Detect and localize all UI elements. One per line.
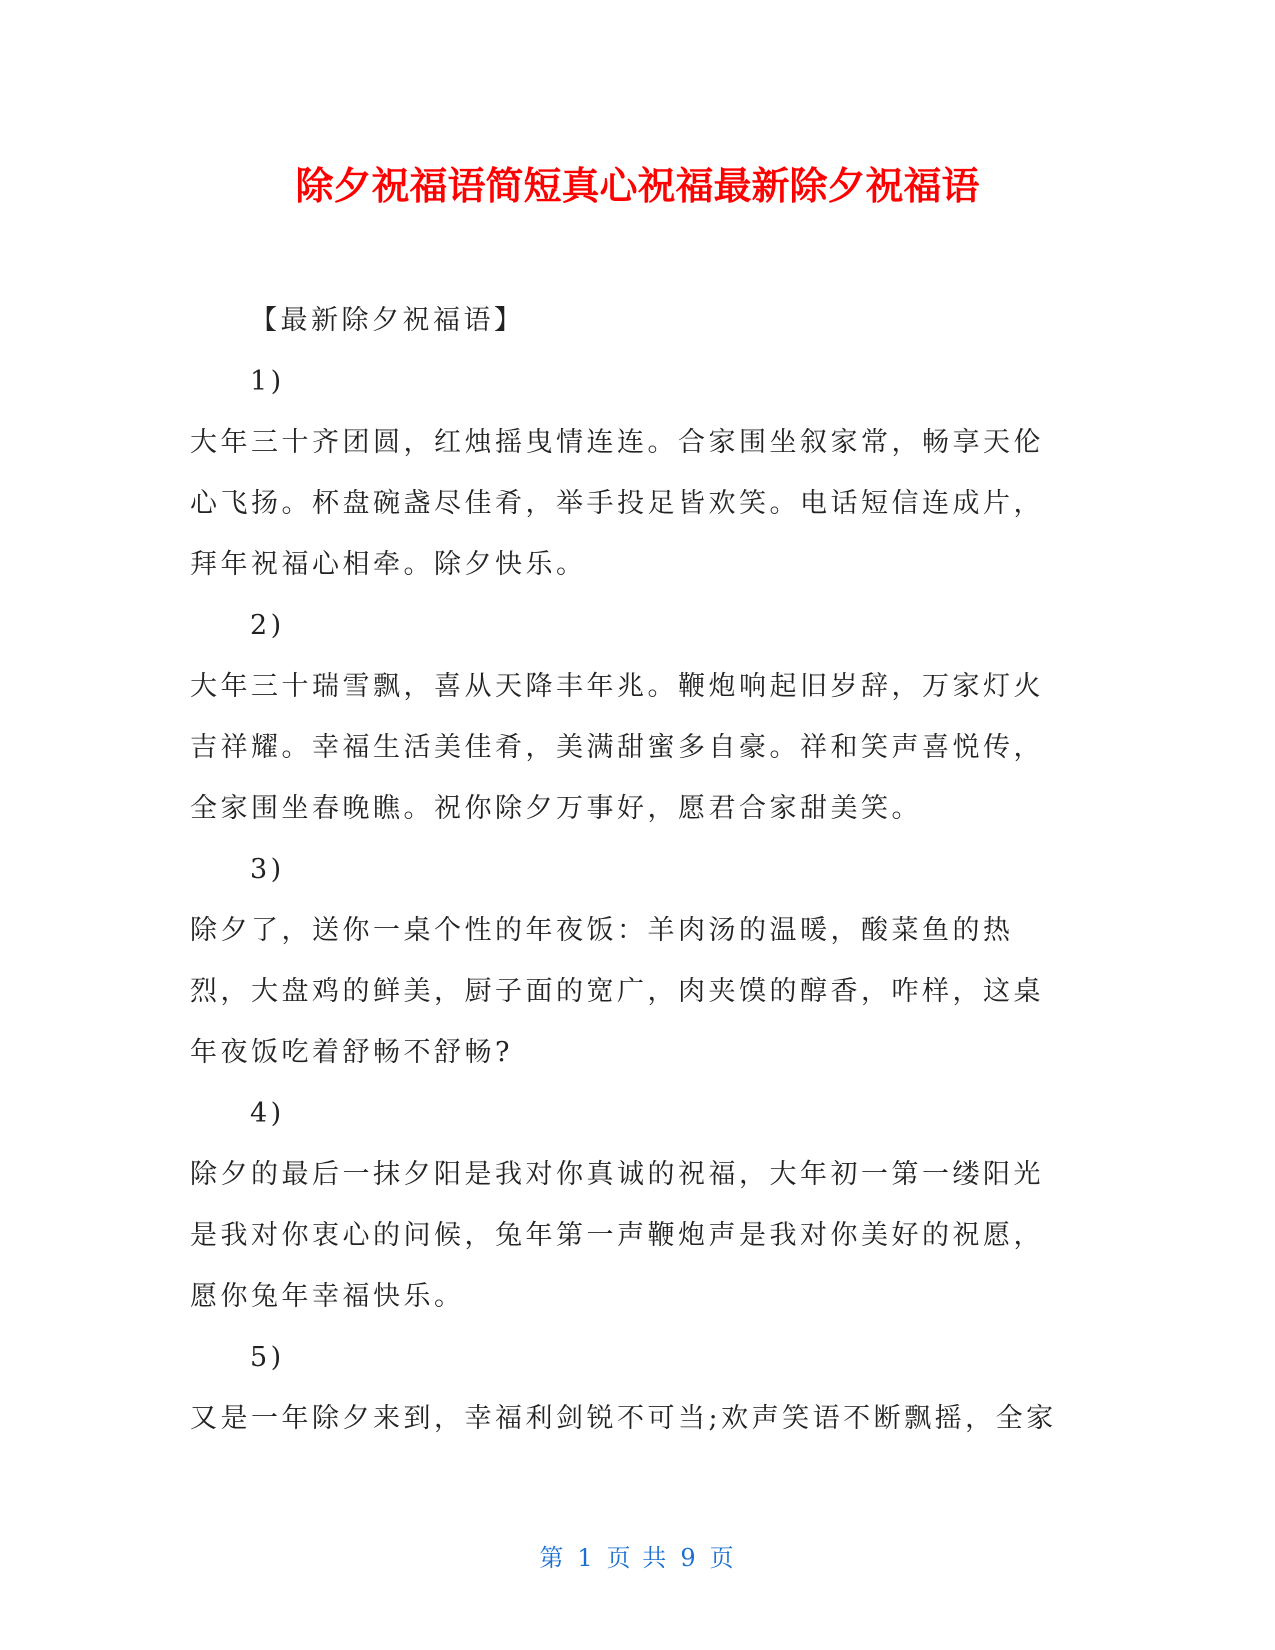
page-footer (0, 1538, 1275, 1573)
entry-number: 3) (250, 854, 285, 885)
footer-total-pages: 9 (680, 1544, 698, 1572)
footer-current-page: 1 (577, 1544, 595, 1572)
document-title: 除夕祝福语简短真心祝福最新除夕祝福语 (295, 164, 980, 208)
footer-prefix: 第 (539, 1544, 566, 1572)
entry-text: 除夕的最后一抹夕阳是我对你真诚的祝福，大年初一第一缕阳光是我对你衷心的问候，兔年第一声鞭炮声是我对你美好的祝愿，愿你兔年幸福快乐。 (190, 1159, 1044, 1312)
entry-number: 4) (250, 1098, 285, 1129)
entry-text: 又是一年除夕来到，幸福利剑锐不可当;欢声笑语不断飘摇，全家 (190, 1403, 1057, 1434)
document-body (190, 290, 1070, 1449)
entry-text: 大年三十齐团圆，红烛摇曳情连连。合家围坐叙家常，畅享天伦心飞扬。杯盘碗盏尽佳肴，举手投足皆欢笑。电话短信连成片，拜年祝福心相牵。除夕快乐。 (190, 427, 1044, 580)
entry-text: 大年三十瑞雪飘，喜从天降丰年兆。鞭炮响起旧岁辞，万家灯火吉祥耀。幸福生活美佳肴，美满甜蜜多自豪。祥和笑声喜悦传，全家围坐春晚瞧。祝你除夕万事好，愿君合家甜美笑。 (190, 671, 1044, 824)
footer-middle: 页 共 (606, 1544, 669, 1572)
entry-number: 5) (250, 1342, 285, 1373)
entry-text: 除夕了，送你一桌个性的年夜饭：羊肉汤的温暖，酸菜鱼的热烈，大盘鸡的鲜美，厨子面的宽广，肉夹馍的醇香，咋样，这桌年夜饭吃着舒畅不舒畅? (190, 915, 1044, 1068)
entry-number: 1) (250, 366, 285, 397)
footer-suffix: 页 (709, 1544, 736, 1572)
section-heading: 【最新除夕祝福语】 (250, 305, 525, 336)
entry-number: 2) (250, 610, 285, 641)
